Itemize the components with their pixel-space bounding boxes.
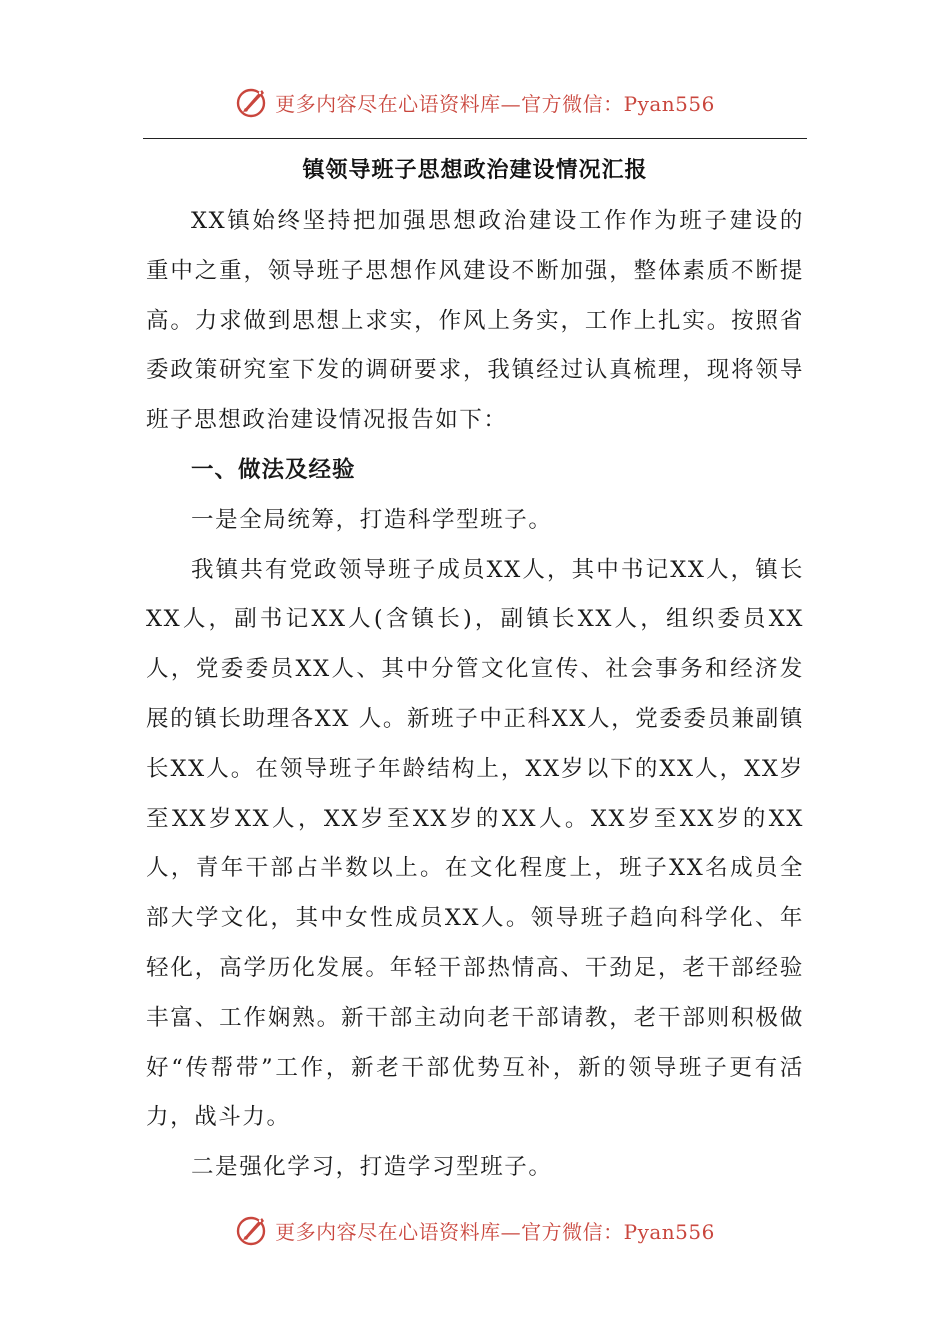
document-body: [146, 197, 804, 1193]
banner-text: 更多内容尽在心语资料库—官方微信：Pyan556: [275, 91, 715, 116]
subheading-paragraph: 二是强化学习，打造学习型班子。: [191, 1154, 553, 1181]
subheading-paragraph: 一是全局统筹，打造科学型班子。: [191, 506, 553, 533]
header-divider: [143, 138, 807, 139]
intro-paragraph: XX镇始终坚持把加强思想政治建设工作作为班子建设的重中之重，领导班子思想作风建设不断加强，整体素质不断提高。力求做到思想上求实，作风上务实，工作上扎实。按照省委政策研究室下发的调研要求，我镇经过认真梳理，现将领导班子思想政治建设情况报告如下：: [146, 208, 804, 434]
section-heading: 一、做法及经验: [191, 456, 356, 483]
header-banner: [0, 82, 950, 122]
banner-text: 更多内容尽在心语资料库—官方微信：Pyan556: [275, 1219, 715, 1244]
body-paragraph: 我镇共有党政领导班子成员XX人，其中书记XX人，镇长XX人，副书记XX人(含镇长)，副镇长XX人，组织委员XX人，党委委员XX人、其中分管文化宣传、社会事务和经济发展的镇长助理各XX 人。新班子中正科XX人，党委委员兼副镇长XX人。在领导班子年龄结构上，XX岁以下的XX人，XX岁至XX岁XX人，XX岁至XX岁的XX人。XX岁至XX岁的XX人，青年干部占半数以上。在文化程度上，班子XX名成员全部大学文化，其中女性成员XX人。领导班子趋向科学化、年轻化，高学历化发展。年轻干部热情高、干劲足，老干部经验丰富、工作娴熟。新干部主动向老干部请教，老干部则积极做好“传帮带”工作，新老干部优势互补，新的领导班子更有活力，战斗力。: [146, 556, 804, 1131]
footer-banner: [0, 1210, 950, 1250]
document-title: 镇领导班子思想政治建设情况汇报: [302, 158, 648, 183]
pen-nib-circle-icon: [235, 1213, 271, 1247]
pen-nib-circle-icon: [235, 85, 271, 119]
